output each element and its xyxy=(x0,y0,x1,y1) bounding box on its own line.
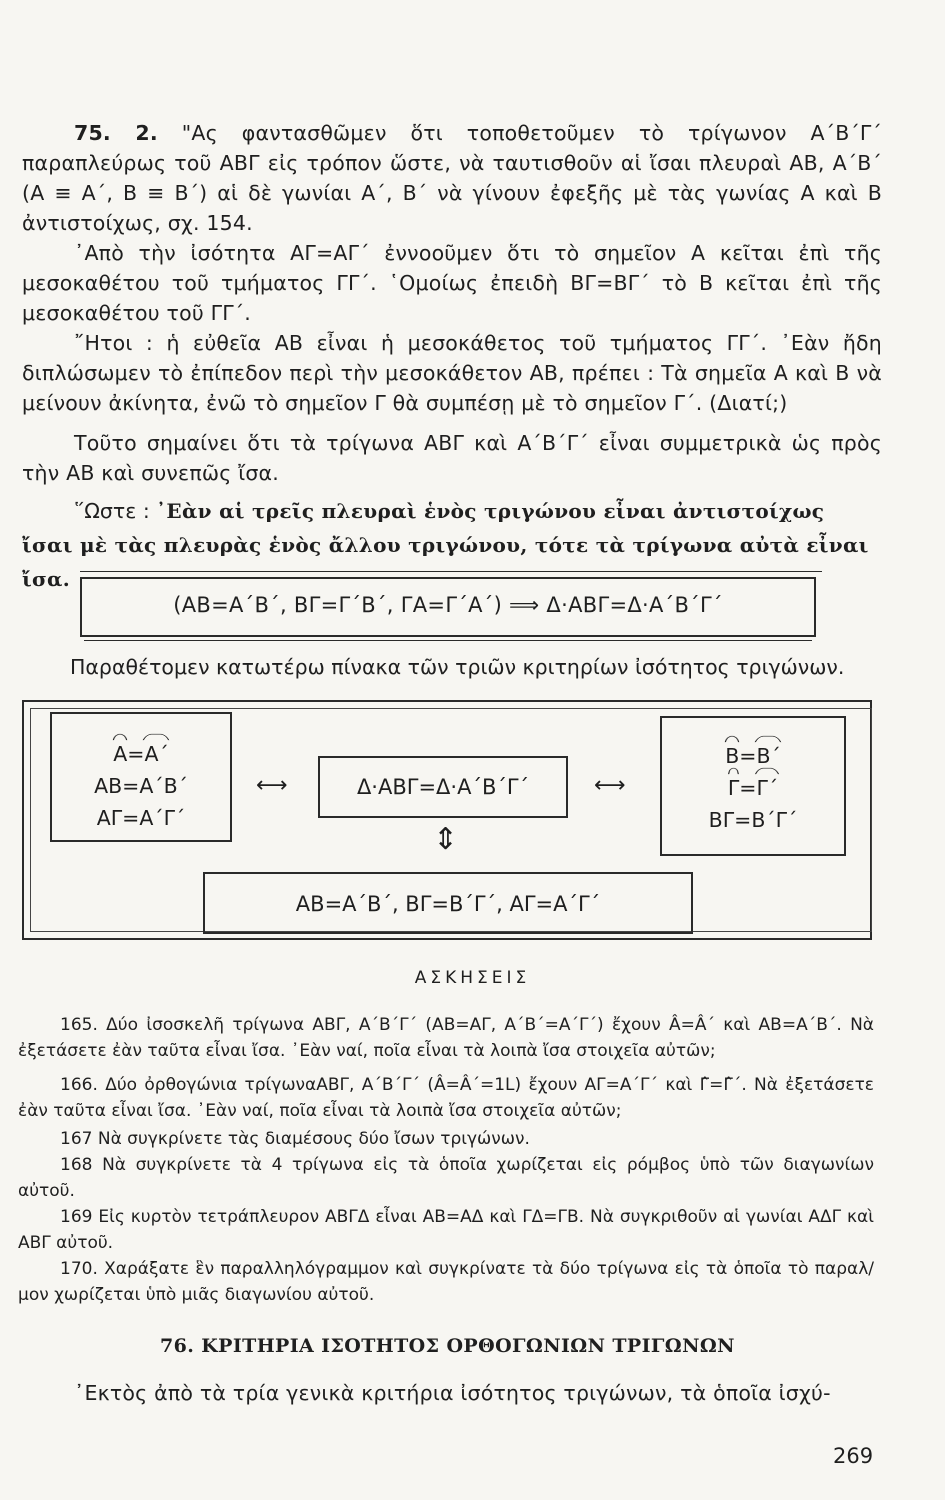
side-ab: ΑΒ=Α΄Β΄ xyxy=(94,774,188,798)
equals-sign: = xyxy=(739,744,757,768)
exercise-number: 166. xyxy=(60,1075,98,1095)
angle-equality-b xyxy=(662,740,844,772)
exercise-166 xyxy=(18,1072,874,1124)
angle-g-prime: Γ΄ xyxy=(756,772,778,804)
criteria-right-box xyxy=(660,716,846,856)
theorem-text: ᾿Εὰν αἱ τρεῖς πλευραὶ ἑνὸς τριγώνου εἶναι ἀντιστοίχως ἴσαι μὲ τὰς πλευρὰς ἑνὸς ἄλλου τριγώνου, τότε τὰ τρίγωνα αὐτὰ εἶναι ἴσα. xyxy=(22,499,869,591)
exercise-text: Νὰ συγκρίνετε τὰ 4 τρίγωνα εἰς τὰ ὁποῖα χωρίζεται εἰς ρόμβος ὑπὸ τῶν διαγωνίων αὐτοῦ. xyxy=(18,1155,874,1201)
paragraph-76-start: ᾿Εκτὸς ἀπὸ τὰ τρία γενικὰ κριτήρια ἰσότητος τριγώνων, τὰ ὁποῖα ἰσχύ- xyxy=(74,1381,831,1405)
angle-a: Α xyxy=(113,738,127,770)
criteria-left-box xyxy=(50,712,232,842)
paragraph-75-2 xyxy=(22,118,882,238)
paragraph-symmetrika: Τοῦτο σημαίνει ὅτι τὰ τρίγωνα ΑΒΓ καὶ Α΄Β΄Γ΄ εἶναι συμμετρικὰ ὡς πρὸς τὴν ΑΒ καὶ συνεπῶς ἴσα. xyxy=(22,431,882,485)
angle-equality-a xyxy=(52,738,230,770)
paragraph-text: "Ας φαντασθῶμεν ὅτι τοποθετοῦμεν τὸ τρίγωνον Α΄Β΄Γ΄ παραπλεύρως τοῦ ΑΒΓ εἰς τρόπον ὥστε, νὰ ταυτισθοῦν αἱ ἴσαι πλευραὶ ΑΒ, Α΄Β΄ (Α ≡ Α΄, Β ≡ Β΄) αἱ δὲ γωνίαι Α΄, Β΄ νὰ γίνουν ἐφεξῆς μὲ τὰς γωνίας Α καὶ Β ἀντιστοίχως, σχ. 154. xyxy=(22,121,882,235)
exercise-168 xyxy=(18,1152,874,1204)
angle-g: Γ xyxy=(728,772,739,804)
formula-box xyxy=(80,577,816,637)
double-arrow-right: ⟷ xyxy=(594,773,626,798)
exercise-number: 165. xyxy=(60,1015,98,1035)
exercise-169 xyxy=(18,1204,874,1256)
exercise-text: Εἰς κυρτὸν τετράπλευρον ΑΒΓΔ εἶναι ΑΒ=ΑΔ καὶ ΓΔ=ΓΒ. Νὰ συγκριθοῦν αἱ γωνίαι ΑΔΓ καὶ ΑΒΓ αὐτοῦ. xyxy=(18,1207,875,1253)
exercise-number: 168 xyxy=(60,1155,93,1175)
angle-b: Β xyxy=(725,740,739,772)
angle-b-prime: Β΄ xyxy=(756,740,780,772)
theorem-lead: ῞Ωστε : xyxy=(74,499,150,523)
exercise-number: 167 xyxy=(60,1129,93,1149)
equals-sign: = xyxy=(127,742,145,766)
double-arrow-vertical: ⇕ xyxy=(433,822,459,857)
exercise-165 xyxy=(18,1012,874,1064)
page-number: 269 xyxy=(833,1444,874,1468)
angle-equality-g xyxy=(662,772,844,804)
exercise-text: Δύο ὀρθογώνια τρίγωναΑΒΓ, Α΄Β΄Γ΄ (Â=Â΄=1L) ἔχουν ΑΓ=Α΄Γ΄ καὶ Γ̂=Γ̂΄. Νὰ ἐξετάσετε ἐὰν ταῦτα εἶναι ἴσα. ᾿Εὰν ναί, ποῖα εἶναι τὰ λοιπὰ ἴσα στοιχεῖα αὐτῶν; xyxy=(18,1075,874,1121)
exercise-text: Δύο ἰσοσκελῆ τρίγωνα ΑΒΓ, Α΄Β΄Γ΄ (ΑΒ=ΑΓ, Α΄Β΄=Α΄Γ΄) ἔχουν Â=Â΄ καὶ ΑΒ=Α΄Β΄. Νὰ ἐξετάσετε ἐὰν ταῦτα εἶναι ἴσα. ᾿Εὰν ναί, ποῖα εἶναι τὰ λοιπὰ ἴσα στοιχεῖα αὐτῶν; xyxy=(18,1015,874,1061)
section-title-76: 76. ΚΡΙΤΗΡΙΑ ΙΣΟΤΗΤΟΣ ΟΡΘΟΓΩΝΙΩΝ ΤΡΙΓΩΝΩΝ xyxy=(160,1335,735,1357)
side-bg: ΒΓ=Β΄Γ΄ xyxy=(708,808,798,832)
paragraph-mesokathetos: ῎Ητοι : ἡ εὐθεῖα ΑΒ εἶναι ἡ μεσοκάθετος τοῦ τμήματος ΓΓ΄. ᾿Εὰν ἤδη διπλώσωμεν τὸ ἐπίπεδον περὶ τὴν μεσοκάθετον ΑΒ, πρέπει : Τὰ σημεῖα Α καὶ Β νὰ μείνουν ἀκίνητα, ἐνῶ τὸ σημεῖον Γ θὰ συμπέσῃ μὲ τὸ σημεῖον Γ΄. (Διατί;) xyxy=(22,331,882,415)
equals-sign: = xyxy=(739,776,757,800)
side-ag: ΑΓ=Α΄Γ΄ xyxy=(96,806,186,830)
exercise-number: 169 xyxy=(60,1207,93,1227)
section-number: 75. 2. xyxy=(74,121,158,145)
angle-a-prime: Α΄ xyxy=(144,738,168,770)
exercise-number: 170. xyxy=(60,1259,98,1279)
exercises-heading: ΑΣΚΗΣΕΙΣ xyxy=(414,968,531,988)
formula-text: (ΑΒ=Α΄Β΄, ΒΓ=Γ΄Β΄, ΓΑ=Γ΄Α΄) ⟹ Δ·ΑΒΓ=Δ·Α΄Β΄Γ΄ xyxy=(173,593,723,617)
criteria-center-box: Δ·ΑΒΓ=Δ·Α΄Β΄Γ΄ xyxy=(318,756,568,818)
paragraph-isotita: ᾿Απὸ τὴν ἰσότητα ΑΓ=ΑΓ΄ ἐννοοῦμεν ὅτι τὸ σημεῖον Α κεῖται ἐπὶ τῆς μεσοκαθέτου τοῦ τμήματος ΓΓ΄. ῾Ομοίως ἐπειδὴ ΒΓ=ΒΓ΄ τὸ Β κεῖται ἐπὶ τῆς μεσοκαθέτου τοῦ ΓΓ΄. xyxy=(22,241,882,325)
double-arrow-left: ⟷ xyxy=(256,773,288,798)
criteria-bottom-box: ΑΒ=Α΄Β΄, ΒΓ=Β΄Γ΄, ΑΓ=Α΄Γ΄ xyxy=(203,872,693,934)
table-intro: Παραθέτομεν κατωτέρω πίνακα τῶν τριῶν κριτηρίων ἰσότητος τριγώνων. xyxy=(70,655,845,679)
exercise-170 xyxy=(18,1256,874,1308)
exercise-text: Χαράξατε ἓν παραλληλόγραμμον καὶ συγκρίνατε τὰ δύο τρίγωνα εἰς τὰ ὁποῖα τὸ παραλ/μον χωρίζεται ὑπὸ μιᾶς διαγωνίου αὐτοῦ. xyxy=(18,1259,875,1305)
exercise-text: Νὰ συγκρίνετε τὰς διαμέσους δύο ἴσων τριγώνων. xyxy=(97,1129,530,1149)
exercise-167 xyxy=(18,1126,874,1152)
